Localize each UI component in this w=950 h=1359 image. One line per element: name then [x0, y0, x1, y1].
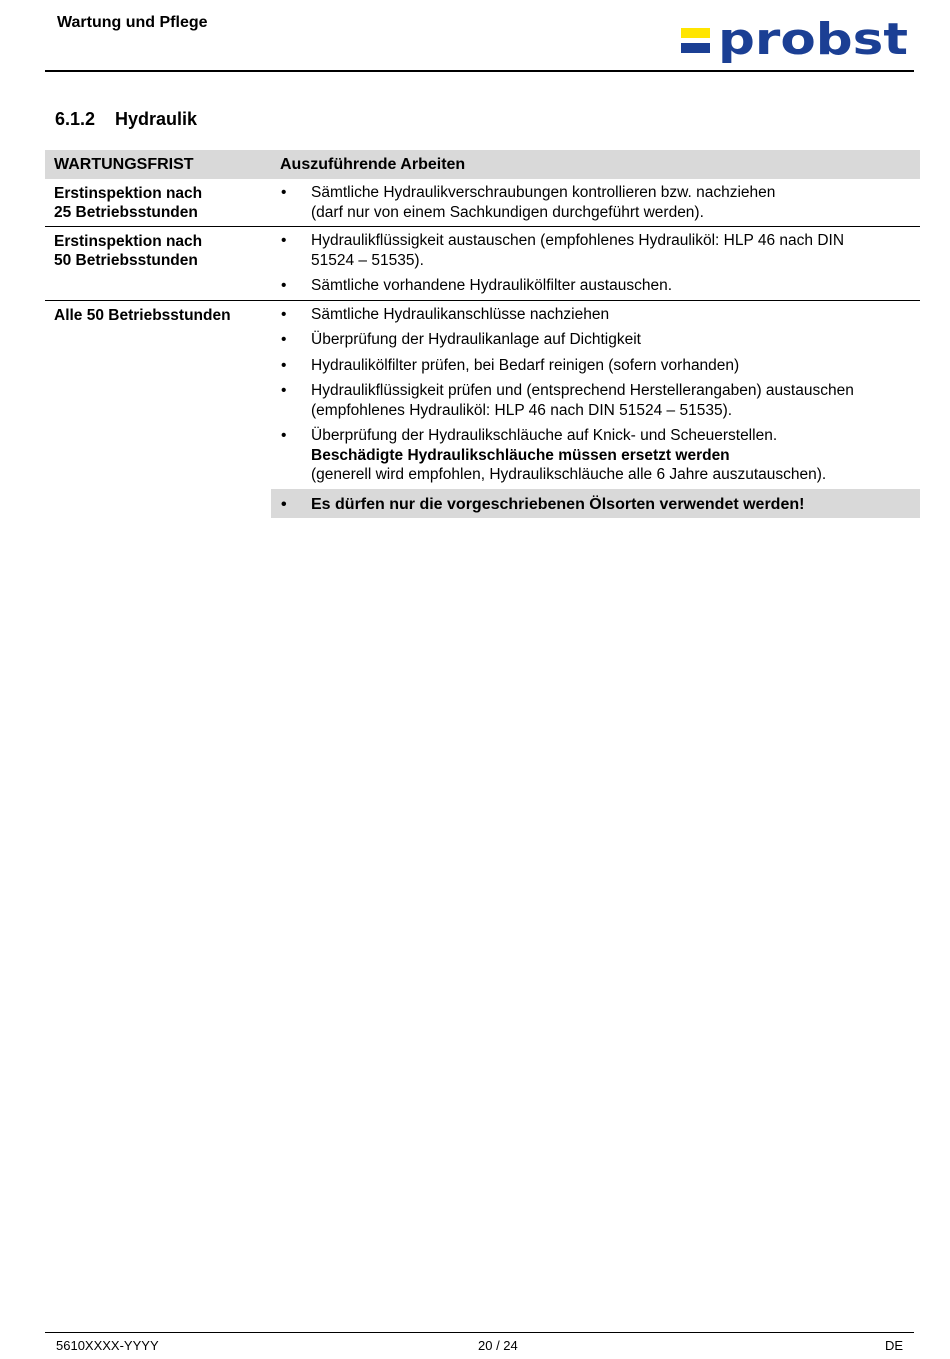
- logo-wordmark: probst: [718, 18, 908, 65]
- task-item: • Überprüfung der Hydraulikanlage auf Dichtigkeit: [281, 331, 641, 348]
- bullet-icon: •: [281, 356, 287, 374]
- header-divider: [45, 70, 914, 72]
- column-header-period: WARTUNGSFRIST: [45, 150, 271, 179]
- maintenance-period: Erstinspektion nach 25 Betriebsstunden: [45, 179, 271, 227]
- warning-text: Es dürfen nur die vorgeschriebenen Ölsorten verwendet werden!: [311, 495, 805, 513]
- bullet-icon: •: [281, 232, 287, 249]
- task-list: [271, 179, 920, 227]
- section-heading: [55, 109, 197, 130]
- task-item: • Hydraulikflüssigkeit austauschen (empfohlenes Hydrauliköl: HLP 46 nach DIN 51524 – 51535).: [281, 232, 845, 269]
- language-code: DE: [885, 1338, 904, 1353]
- oil-warning: [271, 489, 920, 518]
- document-number: 5610XXXX-YYYY: [56, 1338, 159, 1353]
- bullet-icon: •: [281, 277, 287, 294]
- table-header-row: [45, 150, 920, 179]
- bullet-icon: •: [281, 382, 287, 399]
- page-header-title: Wartung und Pflege: [57, 14, 208, 31]
- task-list: [271, 300, 920, 489]
- task-item: • Hydraulikflüssigkeit prüfen und (entsprechend Herstellerangaben) austauschen (empfohlenes Hydrauliköl: HLP 46 nach DIN 51524 – 51535).: [281, 382, 854, 419]
- bullet-icon: •: [281, 331, 287, 348]
- probst-logo: [681, 18, 911, 68]
- maintenance-period: Alle 50 Betriebsstunden: [54, 306, 231, 324]
- task-item: • Hydraulikölfilter prüfen, bei Bedarf reinigen (sofern vorhanden): [281, 356, 740, 374]
- table-row: [45, 300, 920, 489]
- warning-cell: [271, 489, 920, 518]
- bullet-icon: •: [281, 427, 287, 444]
- maintenance-period: Erstinspektion nach 50 Betriebsstunden: [45, 227, 271, 301]
- bullet-icon: •: [281, 184, 287, 201]
- page-number: 20 / 24: [478, 1338, 518, 1353]
- footer-divider: [45, 1332, 914, 1333]
- task-item: • Sämtliche Hydraulikanschlüsse nachziehen: [281, 305, 610, 323]
- task-item: • Überprüfung der Hydraulikschläuche auf Knick- und Scheuerstellen. Beschädigte Hydraulikschläuche müssen ersetzt werden (generell wird empfohlen, Hydraulikschläuche alle 6 Jahre auszutauschen).: [281, 427, 827, 483]
- bullet-icon: •: [281, 305, 287, 323]
- section-title: Hydraulik: [115, 109, 198, 129]
- task-item: • Sämtliche vorhandene Hydraulikölfilter austauschen.: [281, 277, 673, 294]
- section-number: 6.1.2: [55, 109, 96, 129]
- column-header-tasks: Auszuführende Arbeiten: [271, 150, 920, 179]
- bullet-icon: •: [281, 495, 287, 513]
- task-list: [271, 227, 920, 301]
- maintenance-table: [45, 150, 920, 518]
- table-row: [45, 179, 920, 227]
- table-row: [45, 227, 920, 301]
- task-item: • Sämtliche Hydraulikverschraubungen kontrollieren bzw. nachziehen (darf nur von einem Sachkundigen durchgeführt werden).: [281, 184, 776, 221]
